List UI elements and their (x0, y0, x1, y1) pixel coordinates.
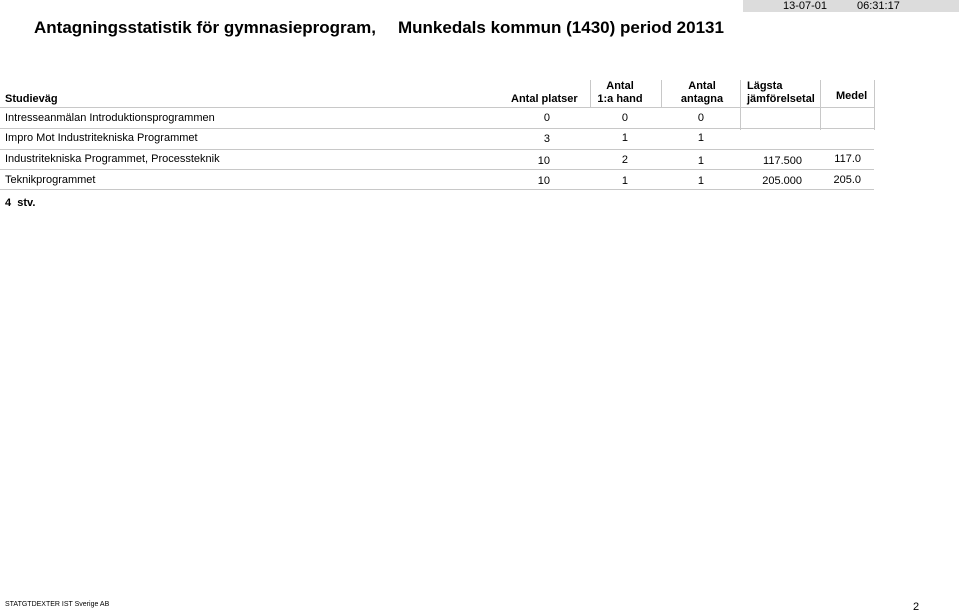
row-antal-1a-hand: 0 (621, 112, 628, 124)
row-antal-antagna: 1 (697, 155, 704, 167)
row-antal-1a-hand: 1 (621, 132, 628, 144)
row-lagsta: 205.000 (762, 175, 802, 187)
report-time: 06:31:17 (857, 0, 900, 12)
row-antal-platser: 10 (537, 175, 550, 187)
column-divider (590, 80, 591, 108)
header-lagsta-line1: Lägsta (747, 80, 783, 92)
row-studievag: Industritekniska Programmet, Processteknik (5, 153, 220, 165)
row-antal-antagna: 0 (697, 112, 704, 124)
column-divider (740, 80, 741, 130)
row-antal-platser: 0 (543, 112, 550, 124)
row-antal-1a-hand: 1 (621, 175, 628, 187)
header-antal-1a-hand (590, 80, 650, 106)
column-divider (820, 80, 821, 130)
table-rule (0, 189, 874, 190)
row-count-number: 4 (5, 197, 12, 209)
row-studievag: Teknikprogrammet (5, 174, 96, 186)
header-antagna-line2: antagna (680, 93, 724, 105)
table-rule (0, 169, 874, 170)
page-number: 2 (913, 601, 920, 613)
row-antal-platser: 10 (537, 155, 550, 167)
header-antal-1a-line1: Antal (606, 80, 634, 92)
header-antal-antagna (672, 80, 732, 106)
header-medel: Medel (836, 90, 868, 102)
report-date: 13-07-01 (783, 0, 828, 12)
header-antagna-line1: Antal (688, 80, 716, 92)
row-medel: 117.0 (834, 153, 861, 165)
row-antal-antagna: 1 (697, 132, 704, 144)
row-medel: 205.0 (833, 174, 861, 186)
footer-source: STATGTDEXTER IST Sverige AB (5, 601, 110, 608)
row-lagsta: 117.500 (763, 155, 802, 167)
column-divider (661, 80, 662, 108)
datetime-box (743, 0, 959, 12)
header-lagsta-jamforelsetal (747, 80, 815, 106)
header-antal-platser: Antal platser (511, 93, 578, 105)
header-antal-1a-line2: 1:a hand (597, 93, 643, 105)
header-lagsta-line2: jämförelsetal (747, 93, 815, 105)
report-municipality: Munkedals kommun (1430) period 20131 (398, 18, 724, 37)
table-rule (0, 128, 874, 129)
table-rule (0, 149, 874, 150)
row-count (5, 197, 35, 209)
column-divider (874, 80, 875, 130)
row-antal-antagna: 1 (697, 175, 704, 187)
header-studievag: Studieväg (5, 93, 58, 105)
table-rule (0, 107, 874, 108)
report-title: Antagningsstatistik för gymnasieprogram, (34, 18, 376, 37)
row-antal-1a-hand: 2 (621, 154, 628, 166)
row-studievag: Intresseanmälan Introduktionsprogrammen (5, 112, 215, 124)
row-antal-platser: 3 (543, 133, 550, 145)
row-count-unit: stv. (17, 197, 36, 209)
row-studievag: Impro Mot Industritekniska Programmet (5, 132, 198, 144)
